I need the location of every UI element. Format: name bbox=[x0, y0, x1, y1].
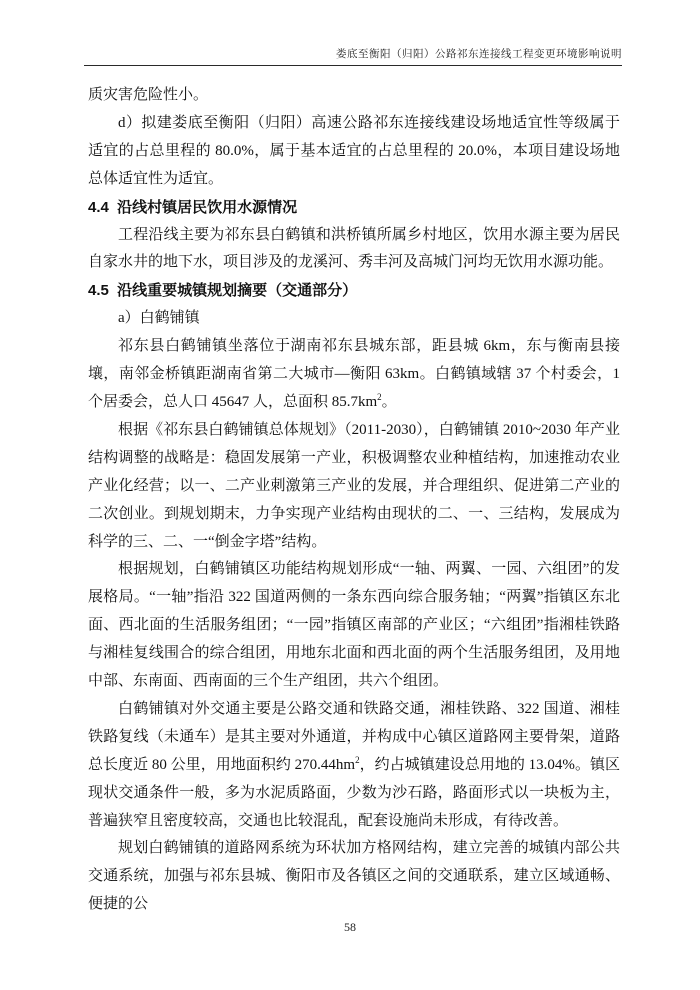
page-header bbox=[84, 46, 622, 66]
paragraph-water-sources: 工程沿线主要为祁东县白鹤镇和洪桥镇所属乡村地区，饮用水源主要为居民自家水井的地下水，项目涉及的龙溪河、秀丰河及高城门河均无饮用水源功能。 bbox=[88, 226, 620, 271]
superscript-hm2: 2 bbox=[355, 754, 360, 765]
section-title: 沿线村镇居民饮用水源情况 bbox=[117, 198, 298, 216]
section-number: 4.4 bbox=[88, 198, 109, 216]
paragraph-functional-structure: 根据规划，白鹤铺镇区功能结构规划形成“一轴、两翼、一园、六组团”的发展格局。“一轴”指沿 322 国道两侧的一条东西向综合服务轴；“两翼”指镇区东北面、西北面的生活服务组团；“一园”指镇区南部的产业区；“六组团”指湘桂铁路与湘桂复线围合的综合组团，用地东北面和西北面的两个生活服务组团，及用地中部、东南面、西南面的三个生产组团，共六个组团。 bbox=[88, 561, 620, 690]
paragraph-road-network: 规划白鹤铺镇的道路网系统为环状加方格网结构，建立完善的城镇内部公共交通系统，加强与祁东县城、衡阳市及各镇区之间的交通联系，建立区域通畅、便捷的公 bbox=[88, 840, 620, 913]
page-number: 58 bbox=[344, 920, 356, 934]
section-title: 沿线重要城镇规划摘要（交通部分） bbox=[117, 282, 358, 300]
paragraph-item-d: d）拟建娄底至衡阳（归阳）高速公路祁东连接线建设场地适宜性等级属于适宜的占总里程的 80.0%，属于基本适宜的占总里程的 20.0%，本项目建设场地总体适宜性为适宜。 bbox=[88, 114, 620, 187]
text-segment: 。 bbox=[381, 393, 397, 410]
section-heading-4-4 bbox=[88, 194, 620, 222]
header-title: 娄底至衡阳（归阳）公路祁东连接线工程变更环境影响说明 bbox=[336, 49, 622, 60]
text-segment: 祁东县白鹤铺镇坐落位于湖南祁东县城东部，距县城 6km，东与衡南县接壤，南邻金桥镇距湖南省第二大城市—衡阳 63km。白鹤镇域辖 37 个村委会，1 个居委会，总人口 45647 人，总面积 85.7km bbox=[88, 338, 620, 410]
section-heading-4-5 bbox=[88, 277, 620, 305]
text-segment: 白鹤铺镇对外交通主要是公路交通和铁路交通，湘桂铁路、322 国道、湘桂铁路复线（未通车）是其主要对外通道，并构成中心镇区道路网主要骨架，道路总长度近 80 公里，用地面积约 270.44hm bbox=[88, 700, 620, 773]
document-body bbox=[88, 82, 620, 919]
paragraph-traffic bbox=[88, 696, 620, 836]
text-segment: ，约占城镇建设总用地的 13.04%。镇区现状交通条件一般，多为水泥质路面，少数为沙石路，路面形式以一块板为主，普遍狭窄且密度较高，交通也比较混乱，配套设施尚未形成，有待改善。 bbox=[88, 756, 621, 829]
superscript-km2: 2 bbox=[377, 391, 382, 402]
paragraph-item-a: a）白鹤铺镇 bbox=[118, 310, 200, 327]
paragraph-continuation: 质灾害危险性小。 bbox=[88, 87, 209, 103]
section-number: 4.5 bbox=[88, 282, 109, 300]
page-footer bbox=[0, 920, 700, 935]
paragraph-town-overview bbox=[88, 333, 620, 417]
paragraph-industry-plan: 根据《祁东县白鹤铺镇总体规划》（2011-2030），白鹤铺镇 2010~2030 年产业结构调整的战略是：稳固发展第一产业，积极调整农业种植结构，加速推动农业产业化经营；以一、二产业刺激第三产业的发展，并合理组织、促进第二产业的二次创业。到规划期末，力争实现产业结构由现状的二、一、三结构，发展成为科学的三、二、一“倒金字塔”结构。 bbox=[88, 421, 620, 550]
